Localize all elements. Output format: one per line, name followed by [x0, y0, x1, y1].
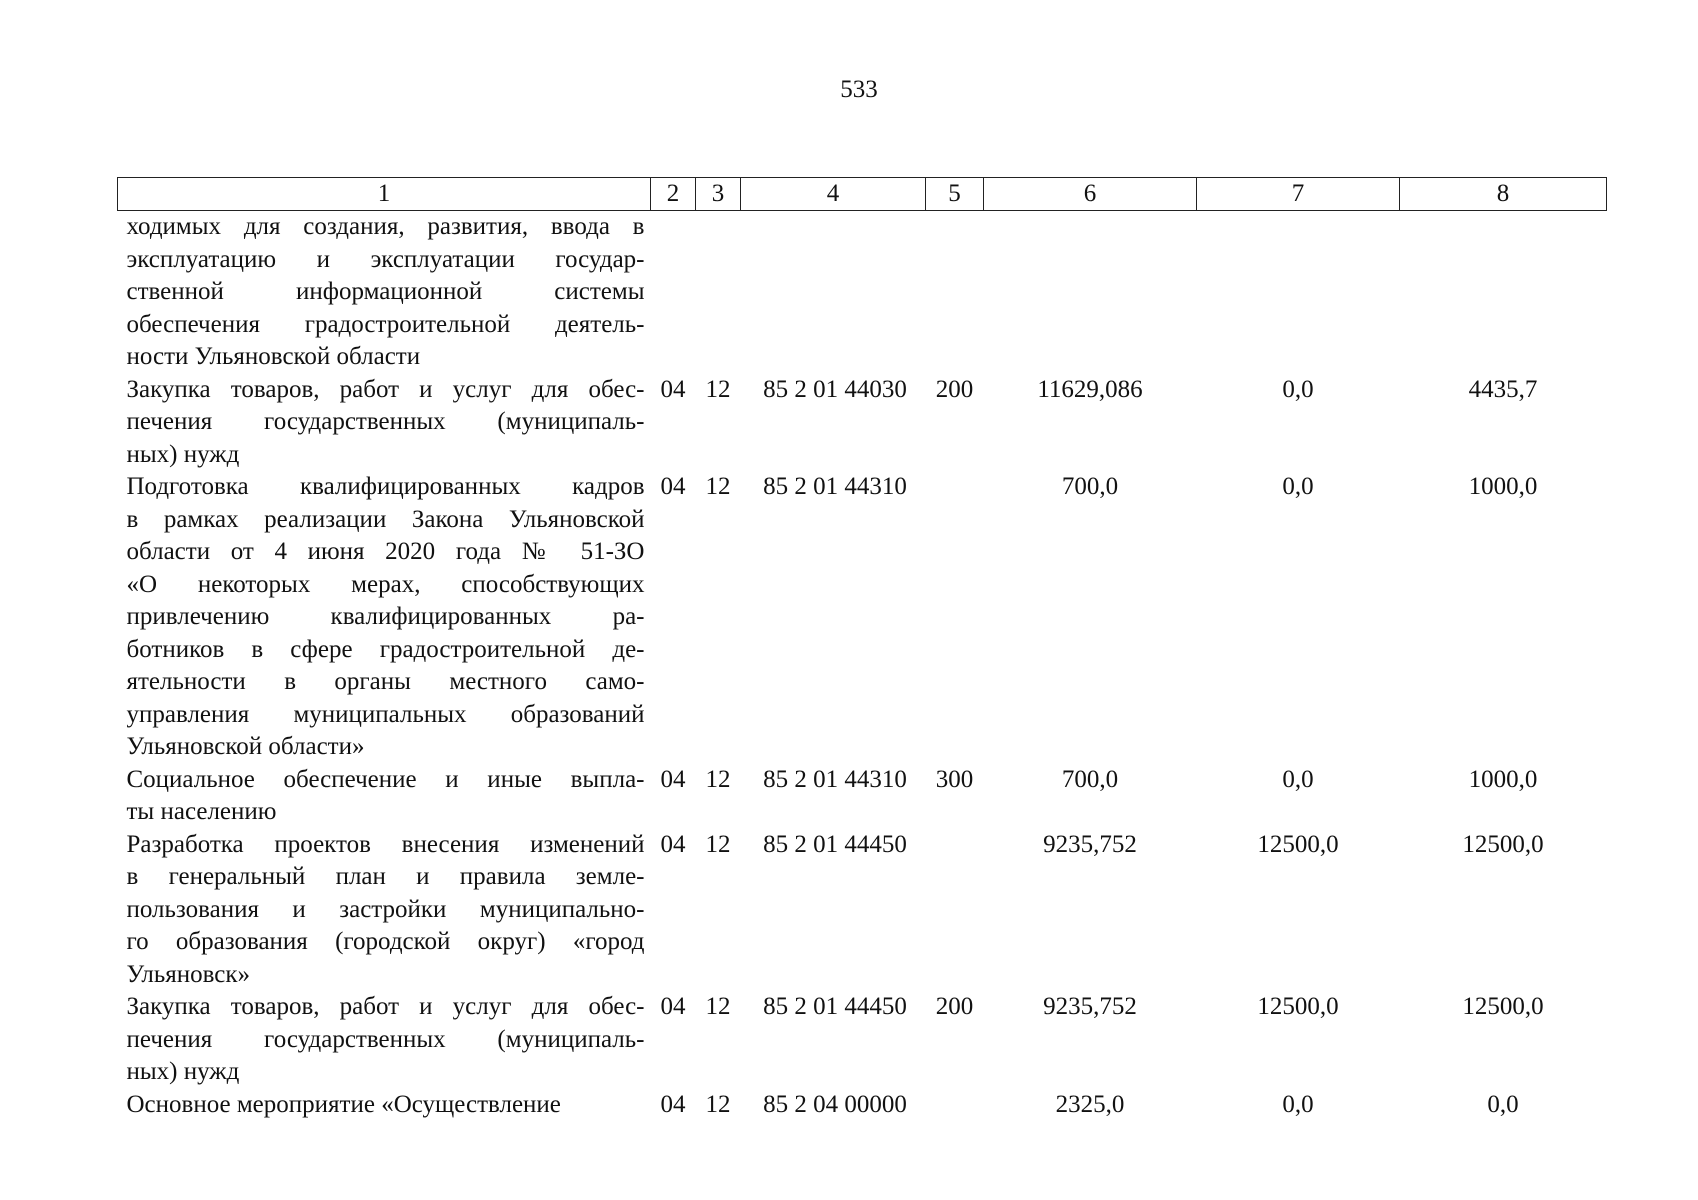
- amount-col-6: 700,0: [1061, 765, 1119, 793]
- amount-col-7: 0,0: [1282, 765, 1314, 793]
- amount-col-6: 9235,752: [1043, 830, 1137, 858]
- description-line: Ульяновск»: [126, 960, 251, 988]
- description-line: в рамках реализации Закона Ульяновской: [126, 505, 645, 533]
- subsection-code: 12: [705, 375, 731, 403]
- amount-col-7: 0,0: [1282, 1090, 1314, 1118]
- amount-col-8: 4435,7: [1468, 375, 1538, 403]
- target-article-code: 85 2 01 44030: [763, 375, 907, 403]
- amount-col-8: 1000,0: [1468, 473, 1538, 500]
- description-line: ных) нужд: [126, 440, 240, 468]
- table-row: [118, 991, 1607, 1089]
- amount-col-6: 700,0: [1061, 473, 1119, 500]
- amount-col-6: [984, 211, 1197, 374]
- description-line: обеспечения градостроительной деятель-: [126, 310, 645, 338]
- target-article-code: 85 2 01 44310: [763, 765, 907, 793]
- section-code: 04: [660, 765, 686, 793]
- section-code: 04: [660, 375, 686, 403]
- expense-type-code: 200: [935, 375, 974, 403]
- header-col-8: 8: [1400, 178, 1607, 211]
- header-row: [118, 178, 1607, 211]
- table-row: [118, 374, 1607, 472]
- header-col-2: 2: [651, 178, 696, 211]
- row-description: [118, 1089, 651, 1122]
- expense-type-code: [926, 1089, 984, 1122]
- target-article-code: 85 2 01 44310: [763, 473, 907, 500]
- header-col-1: 1: [118, 178, 651, 211]
- page-number: 533: [840, 76, 878, 103]
- description-line: Ульяновской области»: [126, 733, 365, 760]
- table-body: [118, 211, 1607, 1122]
- section-code: 04: [660, 993, 686, 1020]
- subsection-code: 12: [705, 765, 731, 793]
- table-row: [118, 471, 1607, 764]
- row-description: [118, 991, 651, 1089]
- description-line: в генеральный план и правила земле-: [126, 863, 645, 890]
- amount-col-8: 12500,0: [1462, 830, 1544, 858]
- description-line: ботников в сфере градостроительной де-: [126, 635, 645, 663]
- row-description: [118, 211, 651, 374]
- table-row: [118, 1089, 1607, 1122]
- target-article-code: 85 2 01 44450: [763, 993, 907, 1020]
- subsection-code: [696, 211, 741, 374]
- description-line: привлечению квалифицированных ра-: [126, 603, 645, 630]
- row-description: [118, 471, 651, 764]
- amount-col-7: [1197, 211, 1400, 374]
- expense-type-code: 200: [935, 993, 974, 1020]
- expense-type-code: [926, 829, 984, 992]
- description-line: печения государственных (муниципаль-: [126, 1025, 645, 1053]
- table-header: [118, 178, 1607, 211]
- description-line: Закупка товаров, работ и услуг для обес-: [126, 993, 645, 1020]
- expense-type-code: [926, 471, 984, 764]
- amount-col-8: 1000,0: [1468, 765, 1538, 793]
- amount-col-6: 11629,086: [1037, 375, 1143, 403]
- subsection-code: 12: [705, 473, 731, 500]
- section-code: 04: [660, 830, 686, 858]
- row-description: [118, 764, 651, 829]
- amount-col-6: 2325,0: [1055, 1090, 1125, 1118]
- amount-col-7: 0,0: [1282, 375, 1314, 403]
- description-line: Социальное обеспечение и иные выпла-: [126, 765, 645, 793]
- description-line: Подготовка квалифицированных кадров: [126, 473, 645, 500]
- subsection-code: 12: [705, 830, 731, 858]
- table-row: [118, 211, 1607, 374]
- table-row: [118, 829, 1607, 992]
- description-line: ятельности в органы местного само-: [126, 668, 645, 695]
- description-line: ходимых для создания, развития, ввода в: [126, 213, 645, 240]
- description-line: пользования и застройки муниципально-: [126, 895, 645, 923]
- target-article-code: 85 2 04 00000: [763, 1090, 907, 1118]
- description-line: печения государственных (муниципаль-: [126, 408, 645, 435]
- target-article-code: [741, 211, 926, 374]
- amount-col-7: 0,0: [1282, 473, 1314, 500]
- description-line: го образования (городской округ) «город: [126, 928, 645, 955]
- subsection-code: 12: [705, 1090, 731, 1118]
- header-col-6: 6: [984, 178, 1197, 211]
- description-line: ты населению: [126, 798, 277, 825]
- expense-type-code: 300: [935, 765, 974, 793]
- header-col-4: 4: [741, 178, 926, 211]
- section-code: [651, 211, 696, 374]
- amount-col-7: 12500,0: [1257, 993, 1339, 1020]
- row-description: [118, 374, 651, 472]
- target-article-code: 85 2 01 44450: [763, 830, 907, 858]
- description-line: эксплуатацию и эксплуатации государ-: [126, 245, 645, 273]
- header-col-5: 5: [926, 178, 984, 211]
- header-col-7: 7: [1197, 178, 1400, 211]
- description-line: Основное мероприятие «Осуществление: [126, 1090, 561, 1118]
- amount-col-6: 9235,752: [1043, 993, 1137, 1020]
- description-line: ственной информационной системы: [126, 278, 645, 305]
- expense-type-code: [926, 211, 984, 374]
- section-code: 04: [660, 1090, 686, 1118]
- description-line: управления муниципальных образований: [126, 700, 645, 728]
- amount-col-8: 12500,0: [1462, 993, 1544, 1020]
- subsection-code: 12: [705, 993, 731, 1020]
- amount-col-8: 0,0: [1487, 1090, 1519, 1118]
- header-col-3: 3: [696, 178, 741, 211]
- amount-col-8: [1400, 211, 1607, 374]
- section-code: 04: [660, 473, 686, 500]
- description-line: ных) нужд: [126, 1058, 240, 1085]
- description-line: Закупка товаров, работ и услуг для обес-: [126, 375, 645, 403]
- description-line: Разработка проектов внесения изменений: [126, 830, 645, 858]
- description-line: области от 4 июня 2020 года № 51-ЗО: [126, 538, 645, 565]
- amount-col-7: 12500,0: [1257, 830, 1339, 858]
- budget-table: [117, 177, 1607, 1121]
- row-description: [118, 829, 651, 992]
- description-line: «О некоторых мерах, способствующих: [126, 570, 645, 598]
- description-line: ности Ульяновской области: [126, 343, 421, 370]
- table-row: [118, 764, 1607, 829]
